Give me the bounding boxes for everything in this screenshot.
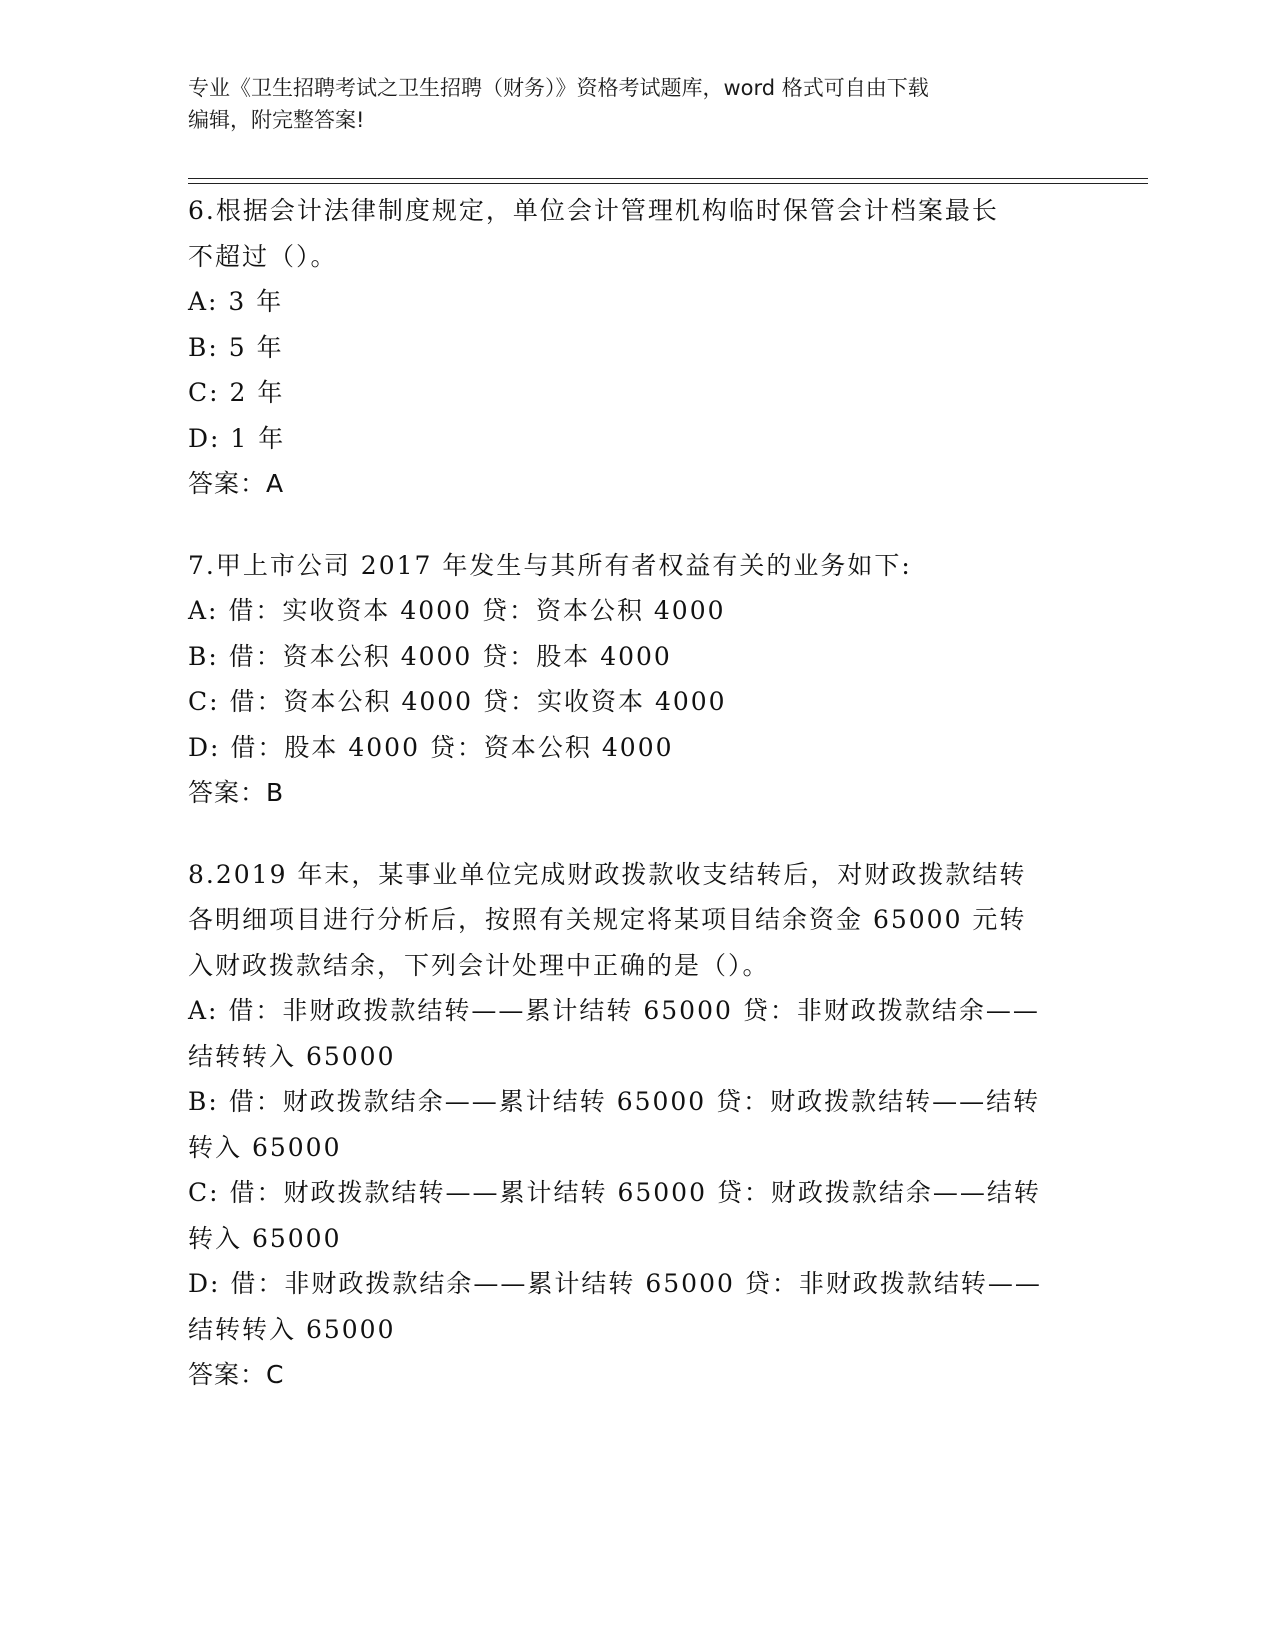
option-c-continued: 转入 65000: [188, 1223, 342, 1253]
option-c: C: 借：资本公积 4000 贷：实收资本 4000: [188, 687, 727, 716]
header-divider-bottom: [188, 183, 1148, 184]
option-a: A: 借：实收资本 4000 贷：资本公积 4000: [188, 596, 726, 625]
option-a-continued: 结转转入 65000: [188, 1041, 396, 1071]
question-list: [188, 188, 1088, 1434]
header-line-2: 编辑，附完整答案!: [188, 108, 365, 132]
question-stem-line: 7.甲上市公司 2017 年发生与其所有者权益有关的业务如下:: [188, 550, 912, 580]
option-a: A: 3 年: [188, 287, 284, 316]
option-c: C: 借：财政拨款结转——累计结转 65000 贷：财政拨款结余——结转: [188, 1178, 1041, 1207]
question-7: [188, 543, 1088, 816]
header-line-1: 专业《卫生招聘考试之卫生招聘（财务）》资格考试题库，word 格式可自由下载: [188, 76, 929, 100]
option-b: B: 5 年: [188, 332, 284, 362]
option-d: D: 借：股本 4000 贷：资本公积 4000: [188, 732, 674, 762]
option-b: B: 借：财政拨款结余——累计结转 65000 贷：财政拨款结转——结转: [188, 1087, 1041, 1116]
question-stem-line: 各明细项目进行分析后，按照有关规定将某项目结余资金 65000 元转: [188, 905, 1027, 934]
question-stem-line: 8.2019 年末，某事业单位完成财政拨款收支结转后，对财政拨款结转: [188, 859, 1027, 889]
option-b: B: 借：资本公积 4000 贷：股本 4000: [188, 641, 672, 671]
question-stem-line: 6.根据会计法律制度规定，单位会计管理机构临时保管会计档案最长: [188, 196, 999, 225]
answer-label: 答案：C: [188, 1360, 285, 1389]
option-d-continued: 结转转入 65000: [188, 1314, 396, 1344]
question-6: [188, 188, 1088, 507]
question-8: [188, 852, 1088, 1398]
option-b-continued: 转入 65000: [188, 1132, 342, 1162]
answer-label: 答案：A: [188, 469, 285, 498]
header-divider-top: [188, 178, 1148, 179]
question-stem-line: 不超过（）。: [188, 241, 338, 271]
answer-label: 答案：B: [188, 778, 285, 807]
option-d: D: 1 年: [188, 423, 286, 453]
option-c: C: 2 年: [188, 378, 285, 407]
document-header: [188, 72, 1068, 136]
option-a: A: 借：非财政拨款结转——累计结转 65000 贷：非财政拨款结余——: [188, 996, 1040, 1025]
question-stem-line: 入财政拨款结余，下列会计处理中正确的是（）。: [188, 950, 770, 980]
option-d: D: 借：非财政拨款结余——累计结转 65000 贷：非财政拨款结转——: [188, 1269, 1042, 1298]
